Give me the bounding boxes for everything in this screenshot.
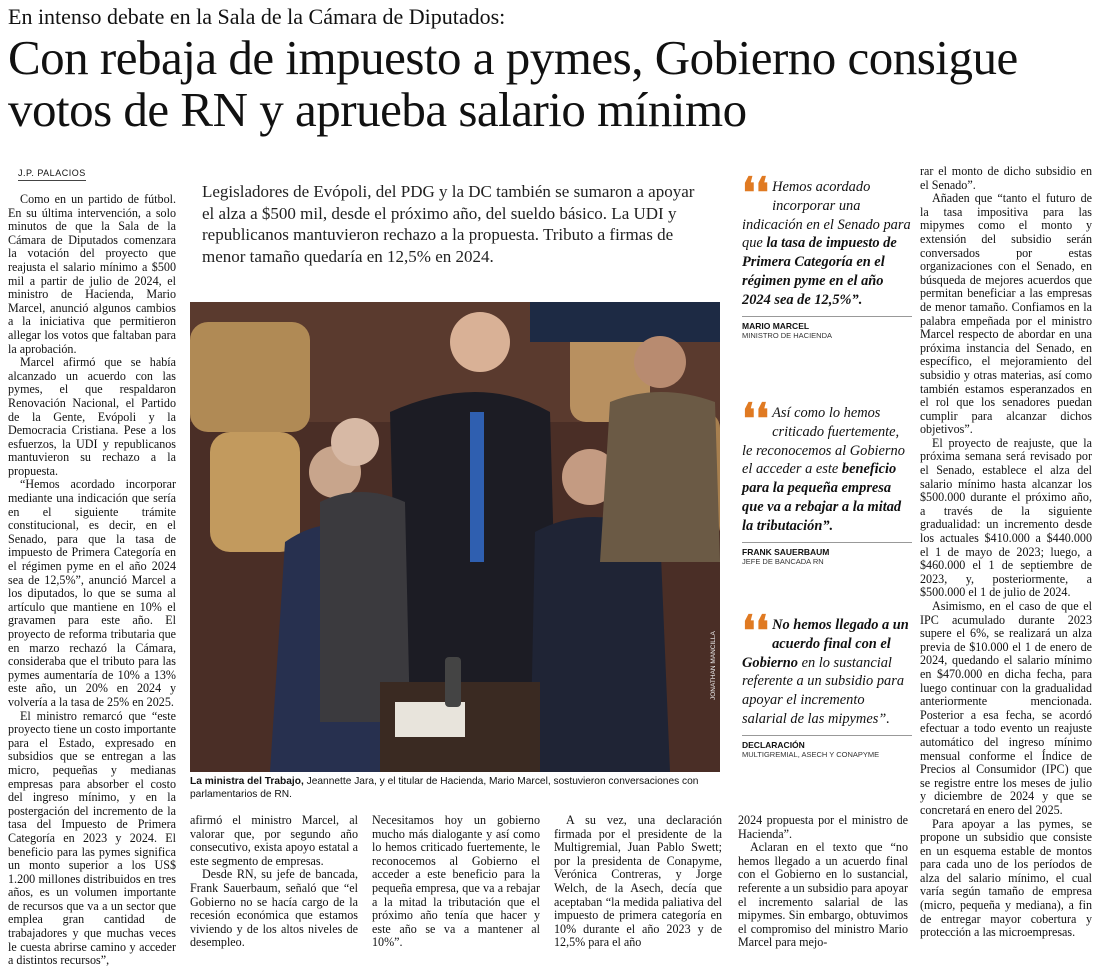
column-1 xyxy=(8,193,176,968)
paragraph: 2024 propuesta por el ministro de Hacienda”. xyxy=(738,813,908,841)
paragraph: afirmó el ministro Marcel, al valorar que, por segundo año consecutivo, exista apoyo estatal a este segmento de empresas. xyxy=(190,813,358,868)
quote-emphasis: la tasa de impuesto de Primera Categoría en el régimen pyme en el año 2024 sea de 12,5%”. xyxy=(742,235,897,308)
photo-credit: JONATHAN MANCILLA xyxy=(710,631,717,700)
quote-emphasis: beneficio para la pequeña empresa que va a rebajar a la mitad la tributación”. xyxy=(742,461,902,534)
paragraph: Como en un partido de fútbol. En su última intervención, a solo minutos de que la Sala de la Cámara de Diputados comenzara la votación del proyecto que reajusta el salario mínimo a $500 mil a partir de julio de 2024, el ministro de Hacienda, Mario Marcel, anunció algunos cambios a la iniciativa que permitieron allegar los votos que faltaban para la aprobación. xyxy=(8,192,176,356)
paragraph: A su vez, una declaración firmada por el presidente de la Multigremial, Juan Pablo Swett; por la presidenta de Conapyme, Verónica Contreras, y Jorge Welch, de la Asech, decía que aceptaban “la medida paliativa del impuesto de primera categoría en 10% durante el año 2023 y de 12,5% para el año xyxy=(554,813,722,950)
paragraph: “Hemos acordado incorporar mediante una indicación que sería en el siguiente trámite constitucional, es decir, en el Senado, para que la tasa de impuesto de Primera Categoría en el régimen pyme en el año 2024 sea de 12,5%”, anunció Marcel a los diputados, lo que se suma al artículo que mantiene en 10% el gravamen para este año. El proyecto de reforma tributaria que en marzo rechazó la Cámara, consideraba que el tributo para las pymes aumentaría de 10% a 13% este año, un 20% en 2024 y volvería a la tasa de 25% en 2025. xyxy=(8,477,176,709)
quote-mark-icon: ❛❛ xyxy=(742,394,770,443)
quote-mark-icon: ❛❛ xyxy=(742,168,770,217)
column-3 xyxy=(372,814,540,950)
quote-mark-icon: ❛❛ xyxy=(742,606,770,655)
quote-role: JEFE DE BANCADA RN xyxy=(742,556,824,566)
headline: Con rebaja de impuesto a pymes, Gobierno consigue votos de RN y aprueba salario mínimo xyxy=(8,30,1018,137)
pull-quote-2 xyxy=(742,394,912,566)
column-4 xyxy=(554,814,722,950)
quote-author: DECLARACIÓN xyxy=(742,735,912,750)
column-5 xyxy=(920,165,1092,940)
quote-emphasis: No hemos llegado a un acuerdo final con el Gobierno xyxy=(742,617,909,671)
quote-text: Así como lo hemos criticado fuertemente, le reconocemos al Gobierno el acceder a este xyxy=(742,405,905,478)
byline: J.P. PALACIOS xyxy=(18,168,86,181)
paragraph: Aclaran en el texto que “no hemos llegado a un acuerdo final con el Gobierno en lo sustancial, referente a un subsidio para apoyar el incremento salarial de las mipymes. Sin embargo, obtuvimos el compromiso del ministro Mario Marcel para mejo- xyxy=(738,840,908,950)
quote-role: MULTIGREMIAL, ASECH Y CONAPYME xyxy=(742,749,880,759)
news-photo xyxy=(190,302,720,772)
lede: Legisladores de Evópoli, del PDG y la DC también se sumaron a apoyar el alza a $500 mil, desde el próximo año, del sueldo básico. La UDI y republicanos mantuvieron rechazo a la propuesta. Tributo a firmas de menor tamaño quedaría en 12,5% en 2024. xyxy=(202,182,695,266)
caption-text: Jeannette Jara, y el titular de Hacienda, Mario Marcel, sostuvieron conversaciones con parlamentarios de RN. xyxy=(190,776,699,800)
paragraph: rar el monto de dicho subsidio en el Senado”. xyxy=(920,164,1092,192)
paragraph: Asimismo, en el caso de que el IPC acumulado durante 2023 supere el 6%, se realizará un alza previa de $10.000 el 1 de enero de 2024, quedando el salario mínimo en $470.000 en dicha fecha, para luego continuar con la gradualidad anteriormente mencionada. Posterior a esa fecha, se acordó efectuar a todo evento un reajuste automático del ingreso mínimo mensual conforme el Índice de Precios al Consumidor (IPC) que se registre entre los meses de julio y diciembre de 2024 y que se concretará en enero del 2025. xyxy=(920,599,1092,817)
quote-author: FRANK SAUERBAUM xyxy=(742,542,912,557)
column-4b xyxy=(738,814,908,950)
caption-lead: La ministra del Trabajo, xyxy=(190,776,304,787)
paragraph: Añaden que “tanto el futuro de la tasa impositiva para las mipymes como el monto y extensión del subsidio serán conversados por estas organizaciones con el Senado, en búsqueda de mejores acuerdos que permitan beneficiar a las empresas de menor tamaño. Confiamos en la palabra empeñada por el ministro Marcel respecto de abordar en una próxima instancia del Senado, en específico, el mejoramiento del subsidio y otras materias, así como también estamos esperanzados en el rol que los senadores puedan cumplir para alcanzar dichos objetivos”. xyxy=(920,191,1092,437)
paragraph: El proyecto de reajuste, que la próxima semana será revisado por el Senado, establece el alza del salario mínimo hasta alcanzar los $500.000 durante el próximo año, a través de la siguiente gradualidad: un incremento desde los actuales $410.000 a $440.000 el 1 de mayo de 2023; luego, a $460.000 el 1 de septiembre de 2023, y, posteriormente, a $500.000 el 1 de julio de 2024. xyxy=(920,435,1092,600)
paragraph: Para apoyar a las pymes, se propone un subsidio que consiste en un esquema estable de montos para cada uno de los períodos de alza del salario mínimo, el cual varía según tamaño de empresa (micro, pequeña y mediana), a fin de entregar mayor cobertura y protección a las microempresas. xyxy=(920,816,1092,940)
quote-text: Hemos acordado incorporar una indicación en el Senado para que xyxy=(742,179,911,252)
paragraph: Necesitamos hoy un gobierno mucho más dialogante y así como lo hemos criticado fuertemente, le reconocemos al Gobierno el acceder a este beneficio para la pequeña empresa, que va a rebajar a la mitad la tributación que el próximo año tenía que hacer y este año se va a mantener al 10%”. xyxy=(372,813,540,950)
photo-illustration xyxy=(190,302,720,772)
column-2 xyxy=(190,814,358,950)
quote-text: en lo sustancial referente a un subsidio para apoyar el incremento salarial de las mipymes”. xyxy=(742,654,905,727)
quote-role: MINISTRO DE HACIENDA xyxy=(742,330,833,340)
paragraph: Marcel afirmó que se había alcanzado un acuerdo con las pymes, el que respaldaron Renovación Nacional, el Partido de la Gente, Evópoli y la Democracia Cristiana. Pese a los esfuerzos, la UDI y republicanos mantuvieron su rechazo a la propuesta. xyxy=(8,355,176,478)
kicker: En intenso debate en la Sala de la Cámara de Diputados: xyxy=(8,4,506,29)
pull-quote-1 xyxy=(742,168,912,340)
paragraph: Desde RN, su jefe de bancada, Frank Sauerbaum, señaló que “el Gobierno no se hacía cargo de la recesión económica que estamos viviendo y de los altos niveles de desempleo. xyxy=(190,867,358,950)
quote-author: MARIO MARCEL xyxy=(742,316,912,331)
paragraph: El ministro remarcó que “este proyecto tiene un costo importante para el Estado, expresado en subsidios que se entregan a las micro, pequeñas y medianas empresas para absorber el costo del ingreso mínimo, y en la postergación del incremento de la tasa del Impuesto de Primera Categoría en 2023 y 2024. El beneficio para las pymes significa un monto superior a los US$ 1.200 millones distribuidos en tres años, es un volumen importante de recursos que va a un sector que emplea gran cantidad de trabajadores y que muchas veces le cuesta abrirse camino y acceder a distintos recursos”, xyxy=(8,708,176,968)
photo-caption xyxy=(190,775,720,801)
pull-quote-3 xyxy=(742,606,912,759)
